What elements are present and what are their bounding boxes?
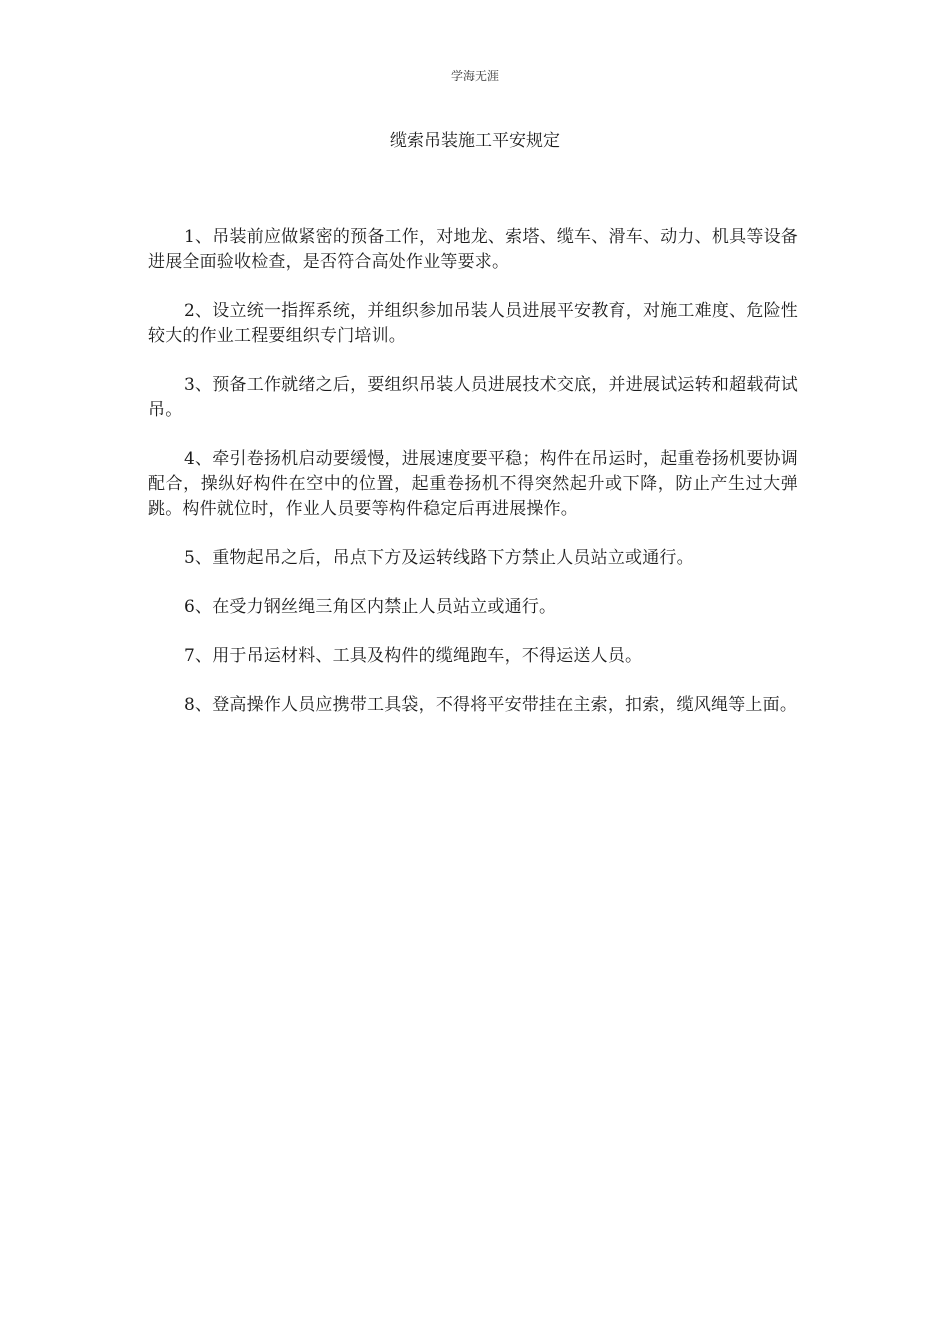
page-header: 学海无涯 bbox=[450, 69, 499, 83]
paragraph-7: 7、用于吊运材料、工具及构件的缆绳跑车，不得运送人员。 bbox=[184, 646, 643, 666]
paragraph-5: 5、重物起吊之后，吊点下方及运转线路下方禁止人员站立或通行。 bbox=[184, 548, 694, 568]
paragraph-3: 3、预备工作就绪之后，要组织吊装人员进展技术交底，并进展试运转和超载荷试吊。 bbox=[148, 375, 798, 420]
paragraph-1: 1、吊装前应做紧密的预备工作，对地龙、索塔、缆车、滑车、动力、机具等设备进展全面验收检查，是否符合高处作业等要求。 bbox=[148, 227, 798, 272]
paragraph-4: 4、牵引卷扬机启动要缓慢，进展速度要平稳；构件在吊运时，起重卷扬机要协调配合，操纵好构件在空中的位置，起重卷扬机不得突然起升或下降，防止产生过大弹跳。构件就位时，作业人员要等构件稳定后再进展操作。 bbox=[148, 449, 798, 519]
document-body bbox=[148, 225, 798, 742]
document-title: 缆索吊装施工平安规定 bbox=[390, 131, 560, 151]
paragraph-8: 8、登高操作人员应携带工具袋，不得将平安带挂在主索，扣索，缆风绳等上面。 bbox=[184, 695, 798, 715]
paragraph-6: 6、在受力钢丝绳三角区内禁止人员站立或通行。 bbox=[184, 597, 557, 617]
paragraph-2: 2、设立统一指挥系统，并组织参加吊装人员进展平安教育，对施工难度、危险性较大的作业工程要组织专门培训。 bbox=[148, 301, 798, 346]
